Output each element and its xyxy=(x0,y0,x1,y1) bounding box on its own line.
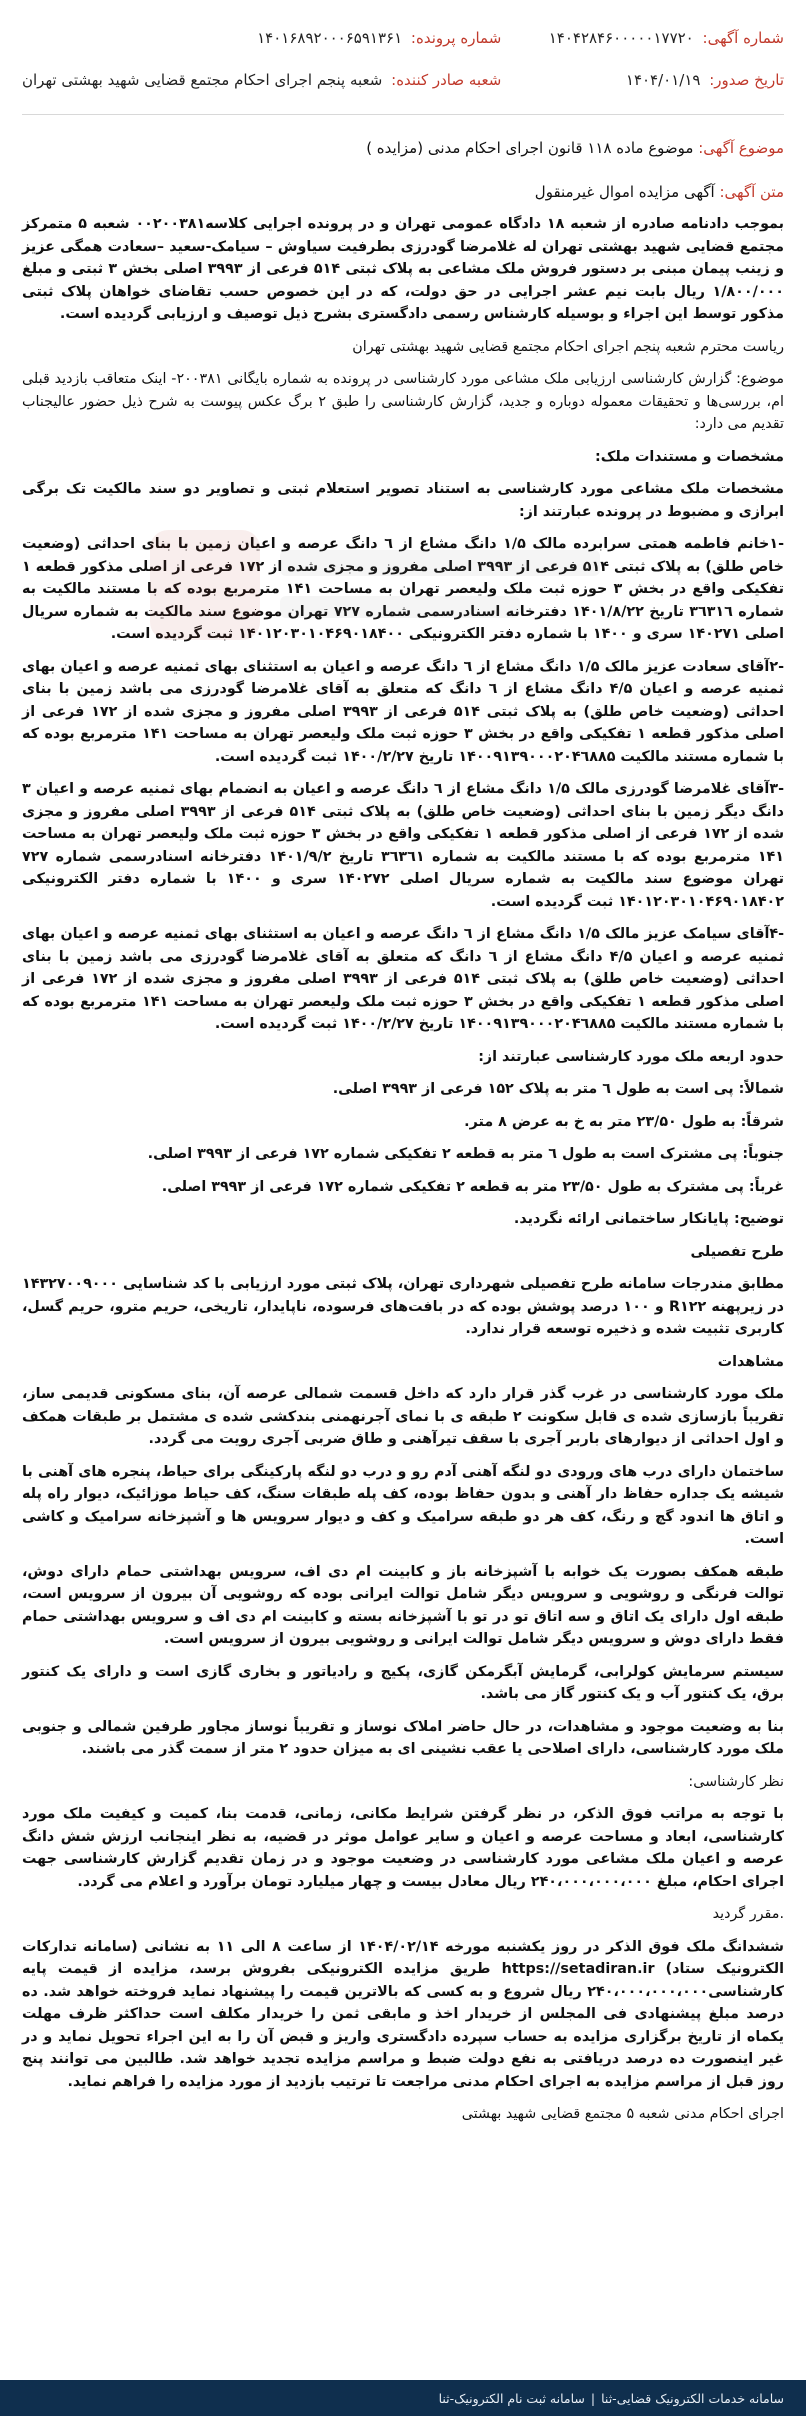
body-paragraph: ریاست محترم شعبه پنجم اجرای احکام مجتمع قضایی شهید بهشتی تهران xyxy=(352,338,784,355)
issuer-label: شعبه صادر کننده: xyxy=(391,71,502,89)
subject-label: موضوع آگهی: xyxy=(698,139,784,157)
case-number-value: ۱۴۰۱۶۸۹۲۰۰۰۶۵۹۱۳۶۱ xyxy=(257,29,403,47)
ad-number-value: ۱۴۰۴۲۸۴۶۰۰۰۰۰۱۷۷۲۰ xyxy=(548,29,694,47)
body-paragraph: سیستم سرمایش کولرابی، گرمایش آبگرمکن گازی، پکیج و رادیاتور و بخاری گازی است و دارای یک کنتور برق، یک کنتور آب و یک کنتور گاز می باشد. xyxy=(22,1663,784,1702)
body-paragraph: طرح تفصیلی xyxy=(690,1243,784,1260)
body-paragraph: .مقرر گردید xyxy=(712,1906,784,1922)
ad-number-label: شماره آگهی: xyxy=(702,29,784,47)
body-paragraph: بموجب دادنامه صادره از شعبه ۱۸ دادگاه عمومی تهران و در پرونده اجرایی کلاسه۰۰۲۰۰۳۸۱ شعبه ۵ متمرکز مجتمع قضایی شهید بهشتی تهران له غلامرضا گودرزی بطرفیت سیاوش – سیامک-سعید –سعادت همگی عزیز و زینب پیمان مبنی بر دستور فروش ملک مشاعی به پلاک ثبتی ۵۱۴ فرعی از ۳۹۹۳ اصلی بخش ۳ ثبتی و مبلغ ۱/۸۰۰/۰۰۰ ریال بابت نیم عشر اجرایی در حق دولت، که در این خصوص حسب تقاضای خواهان پلاک ثبتی مذکور توسط این اجراء و بوسیله کارشناس رسمی دادگستری بشرح ذیل توصیف و ارزیابی گردیده است. xyxy=(22,216,784,322)
body-paragraph: حدود اربعه ملک مورد کارشناسی عبارتند از: xyxy=(478,1048,784,1065)
body-paragraph: ششدانگ ملک فوق الذکر در روز یکشنبه مورخه ۱۴۰۴/۰۲/۱۴ از ساعت ۸ الی ۱۱ به نشانی (سامانه تدارکات الکترونیک ستاد) https://setadiran.ir طریق مزایده الکترونیکی بفروش برسد، مزایده از قیمت پایه کارشناسی۲۴۰،۰۰۰،۰۰۰،۰۰۰ ریال شروع و به کسی که بالاترین قیمت را پیشنهاد نماید فروخته خواهد شد. ده درصد مبلغ پیشنهادی فی المجلس از خریدار اخذ و مابقی ثمن را خریدار مکلف است حداکثر ظرف مهلت یکماه از تاریخ برگزاری مزایده به حساب سپرده دادگستری واریز و قبض آن را به این اجراء تحویل نماید و در غیر اینصورت ده درصد دریافتی به نفع دولت ضبط و مراسم مزایده تجدید خواهد شد. طالبین می توانند پنج روز قبل از مراسم مزایده به اجرای احکام مدنی مراجعت تا ترتیب بازدید از مورد مزایده را فراهم نماید. xyxy=(22,1938,784,2090)
announcement-body xyxy=(22,213,784,2126)
body-paragraph: -۳آقای غلامرضا گودرزی مالک ۱/۵ دانگ مشاع از ٦ دانگ عرصه و اعیان به انضمام بهای ثمنیه عرصه و اعیان ۳ دانگ دیگر زمین با بنای احداثی (وضعیت خاص طلق) به پلاک ثبتی ۵۱۴ فرعی از ۳۹۹۳ اصلی مفروز و مجزی شده از ۱۷۲ فرعی از اصلی مذکور قطعه ۱ تفکیکی واقع در بخش ۳ حوزه ثبت ملک ولیعصر تهران به مساحت ۱۴۱ مترمربع بوده که با مستند مالکیت به شماره ۳٦۳٦۱ تاریخ ۱۴۰۱/۹/۲ دفترخانه اسنادرسمی شماره ۷۲۷ تهران موضوع سند مالکیت به شماره سریال اصلی ۱۴۰۲۷۲ سری و ۱۴۰۰ با شماره دفتر الکترونیکی ۱۴۰۱۲۰۳۰۱۰۴۶۹۰۱۸۴۰۲ ثبت گردیده است. xyxy=(22,781,785,910)
body-paragraph: -۲آقای سعادت عزیز مالک ۱/۵ دانگ مشاع از ٦ دانگ عرصه و اعیان به استثنای بهای ثمنیه عرصه و اعیان بهای ثمنیه عرصه و اعیان ۴/۵ دانگ مشاع از ٦ دانگ که متعلق به آقای غلامرضا گودرزی می باشد زمین با بنای احداثی (وضعیت خاص طلق) به پلاک ثبتی ۵۱۴ فرعی از ۳۹۹۳ اصلی مفروز و مجزی شده از ۱۷۲ فرعی از اصلی مذکور قطعه ۱ تفکیکی واقع در بخش ۳ حوزه ثبت ملک ولیعصر تهران به مساحت ۱۴۱ مترمربع بوده که با شماره مستند مالکیت ۱۴۰۰۹۱۳۹۰۰۰۲۰۴٦۸۸۵ تاریخ ۱۴۰۰/۲/۲۷ ثبت گردیده است. xyxy=(22,658,785,765)
body-title-row xyxy=(22,181,784,203)
body-paragraph: شرقاً: به طول ۲۳/۵۰ متر به خ به عرض ۸ متر. xyxy=(464,1113,784,1130)
body-paragraph: ملک مورد کارشناسی در غرب گذر قرار دارد که داخل قسمت شمالی عرصه آن، بنای مسکونی قدیمی ساز، تقریباً بازسازی شده ی قابل سکونت ۲ طبقه ی با نمای آجرنهمنی بندکشی شده ی مشتمل بر طبقات همکف و اول احداثی از دیوارهای باربر آجری با سقف تیرآهنی و طاق ضربی آجری رویت می گردد. xyxy=(22,1386,784,1447)
footer-link-sana-registration[interactable]: سامانه ثبت نام الکترونیک-ثنا xyxy=(438,2390,585,2406)
body-paragraph: جنوباً: پی مشترک است به طول ٦ متر به قطعه ۲ تفکیکی شماره ۱۷۲ فرعی از ۳۹۹۳ اصلی. xyxy=(147,1146,784,1162)
subject-value: موضوع ماده ۱۱۸ قانون اجرای احکام مدنی (مزایده ) xyxy=(366,139,694,157)
body-paragraph: مشخصات ملک مشاعی مورد کارشناسی به استناد تصویر استعلام ثبتی و تصاویر دو سند مالکیت تک برگی ابرازی و مضبوط در پرونده عبارتند از: xyxy=(22,481,784,520)
issuer-field xyxy=(22,70,501,90)
body-paragraph: طبقه همکف بصورت یک خوابه با آشپزخانه باز و کابینت ام دی اف، سرویس بهداشتی حمام دارای دوش، توالت فرنگی و روشویی و سرویس دیگر شامل توالت ایرانی بوده که روشویی آن بیرون از سرویس است، طبقه اول دارای یک اتاق و سه اتاق تو در تو با آشپزخانه بسته و کابینت ام دی اف و سرویس بهداشتی حمام فقط دارای دوش و سرویس دیگر شامل توالت ایرانی و روشویی بیرون از سرویس است. xyxy=(22,1563,784,1647)
body-paragraph: مشخصات و مستندات ملک: xyxy=(595,448,784,465)
body-paragraph: -۴آقای سیامک عزیز مالک ۱/۵ دانگ مشاع از ٦ دانگ عرصه و اعیان به استثنای بهای ثمنیه عرصه و اعیان بهای ثمنیه عرصه و اعیان ۴/۵ دانگ مشاع از ٦ دانگ که متعلق به آقای غلامرضا گودرزی می باشد زمین با بنای احداثی (وضعیت خاص طلق) به پلاک ثبتی ۵۱۴ فرعی از ۳۹۹۳ اصلی مفروز و مجزی شده از ۱۷۲ فرعی از اصلی مذکور قطعه ۱ تفکیکی واقع در بخش ۳ حوزه ثبت ملک ولیعصر تهران به مساحت ۱۴۱ مترمربع بوده که با شماره مستند مالکیت ۱۴۰۰۹۱۳۹۰۰۰۲۰۴٦۸۸۵ تاریخ ۱۴۰۰/۲/۲۷ ثبت گردیده است. xyxy=(22,926,785,1032)
body-paragraph: شمالاً: پی است به طول ٦ متر به پلاک ۱۵۲ فرعی از ۳۹۹۳ اصلی. xyxy=(332,1081,784,1097)
footer-bar xyxy=(0,2380,806,2416)
issuer-value: شعبه پنجم اجرای احکام مجتمع قضایی شهید بهشتی تهران xyxy=(22,71,383,89)
ad-number-field xyxy=(525,28,784,48)
body-paragraph: ساختمان دارای درب های ورودی دو لنگه آهنی آدم رو و درب دو لنگه پارکینگی برای حیاط، پنجره های آهنی با شیشه یک جداره حفاظ دار آهنی و بدون حفاظ بوده، کف پله طبقات سنگ، کف حیاط موزائیک، دیوار راه پله و اتاق ها اندود گچ و رنگ، کف هر دو طبقه سرامیک و کف و دیوار سرویس ها و آشپزخانه سرامیک و کاشی است. xyxy=(22,1463,784,1547)
subject-row xyxy=(22,137,784,159)
footer-divider: | xyxy=(590,2390,596,2406)
body-paragraph: غرباً: پی مشترک به طول ۲۳/۵۰ متر به قطعه ۲ تفکیکی شماره ۱۷۲ فرعی از ۳۹۹۳ اصلی. xyxy=(161,1178,784,1195)
case-number-field xyxy=(22,28,501,48)
body-paragraph: نظر کارشناسی: xyxy=(688,1773,784,1790)
announcement-header xyxy=(22,18,784,115)
case-number-label: شماره پرونده: xyxy=(410,29,502,47)
issue-date-value: ۱۴۰۴/۰۱/۱۹ xyxy=(625,71,701,89)
body-paragraph: مشاهدات xyxy=(717,1353,784,1370)
body-paragraph: اجرای احکام مدنی شعبه ۵ مجتمع قضایی شهید بهشتی xyxy=(461,2106,784,2122)
issue-date-field xyxy=(525,70,784,90)
body-title-value: آگهی مزایده اموال غیرمنقول xyxy=(534,183,715,201)
body-paragraph: مطابق مندرجات سامانه طرح تفصیلی شهرداری تهران، پلاک ثبتی مورد ارزیابی با کد شناسایی ۱۴۳۲۷۰۰۹۰۰۰ در زیرپهنه R۱۲۲ و ۱۰۰ درصد پوشش بوده که در بافت‌های فرسوده، ناپایدار، تاریخی، حریم مترو، حریم گسل، کاربری تثبیت شده و ذخیره توسعه قرار ندارد. xyxy=(22,1276,785,1337)
body-paragraph: موضوع: گزارش کارشناسی ارزیابی ملک مشاعی مورد کارشناسی در پرونده به شماره بایگانی ۲۰۰۳۸۱- اینک متعاقب بازدید قبلی ام، بررسی‌ها و تحقیقات معموله دوباره و جدید، گزارش کارشناسی را طبق ۲ برگ عکس پیوست به شرح ذیل حضور عالیجناب تقدیم می دارد: xyxy=(22,371,784,432)
body-paragraph: بنا به وضعیت موجود و مشاهدات، در حال حاضر املاک نوساز و تقریباً نوساز مجاور طرفین شمالی و جنوبی ملک مورد کارشناسی، دارای اصلاحی یا عقب نشینی ای به میزان حدود ۲ متر از سمت گذر می باشند. xyxy=(22,1718,784,1757)
footer-link-sana-services[interactable]: سامانه خدمات الکترونیک قضایی-ثنا xyxy=(601,2390,784,2406)
body-title-label: متن آگهی: xyxy=(719,183,784,201)
body-paragraph: -۱خانم فاطمه همتی سرابرده مالک ۱/۵ دانگ مشاع از ٦ دانگ عرصه و اعیان زمین با بنای احداثی (وضعیت خاص طلق) به پلاک ثبتی ۵۱۴ فرعی از ۳۹۹۳ اصلی مفروز و مجزی شده از ۱۷۲ فرعی از اصلی مذکور قطعه ۱ تفکیکی واقع در بخش ۳ حوزه ثبت ملک ولیعصر تهران به مساحت ۱۴۱ مترمربع بوده که با مستند مالکیت به شماره ۳٦۳۱٦ تاریخ ۱۴۰۱/۸/۲۲ دفترخانه اسنادرسمی شماره ۷۲۷ تهران موضوع سند مالکیت به شماره سریال اصلی ۱۴۰۲۷۱ سری و ۱۴۰۰ با شماره دفتر الکترونیکی ۱۴۰۱۲۰۳۰۱۰۴۶۹۰۱۸۴۰۰ ثبت گردیده است. xyxy=(22,536,784,642)
body-paragraph: با توجه به مراتب فوق الذکر، در نظر گرفتن شرایط مکانی، زمانی، قدمت بنا، کمیت و کیفیت ملک مورد کارشناسی، ابعاد و مساحت عرصه و اعیان و سایر عوامل موثر در قضیه، به نظر اینجانب ارزش شش دانگ عرصه و اعیان ملک مشاعی مورد کارشناسی در وضعیت موجود و در زمان تقدیم گزارش کارشناسی جهت اجرای احکام، مبلغ ۲۴۰،۰۰۰،۰۰۰،۰۰۰ ریال معادل بیست و چهار میلیارد تومان برآورد و اعلام می گردد. xyxy=(22,1806,784,1890)
body-paragraph: توضیح: پایانکار ساختمانی ارائه نگردید. xyxy=(513,1211,784,1227)
issue-date-label: تاریخ صدور: xyxy=(709,71,784,89)
